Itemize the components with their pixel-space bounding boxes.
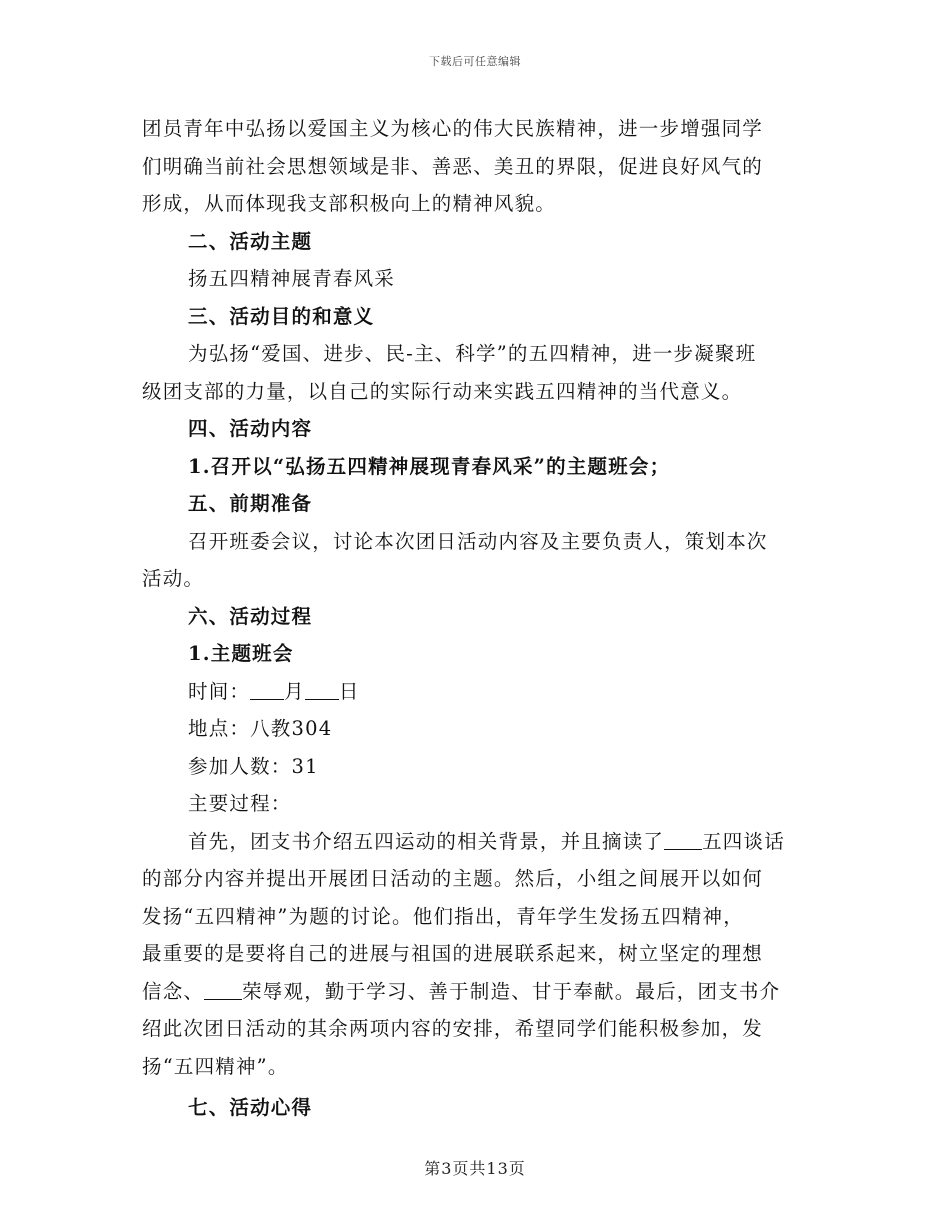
paragraph-line: 首先，团支书介绍五四运动的相关背景，并且摘读了 五四谈话	[142, 823, 810, 861]
section-heading-content: 四、活动内容	[188, 417, 313, 440]
paragraph-line: 发扬“五四精神”为题的讨论。他们指出，青年学生发扬五四精神，	[142, 904, 744, 928]
paragraph-line: 活动。	[142, 567, 205, 590]
theme-text: 扬五四精神展青春风采	[188, 267, 396, 290]
subsection-heading-class-meeting: 1.主题班会	[188, 642, 294, 665]
process-label: 主要过程：	[188, 792, 292, 815]
paragraph-line: 团员青年中弘扬以爱国主义为核心的伟大民族精神，进一步增强同学	[142, 117, 764, 140]
month-blank	[250, 677, 284, 700]
paragraph-line: 的部分内容并提出开展团日活动的主题。然后，小组之间展开以如何	[142, 867, 764, 890]
page-footer: 第3页共13页	[424, 1159, 526, 1178]
document-body	[142, 110, 810, 1127]
section-heading-process: 六、活动过程	[188, 604, 313, 628]
paragraph-line: 扬“五四精神”。	[142, 1054, 289, 1078]
paragraph-line: 最重要的是要将自己的进展与祖国的进展联系起来，树立坚定的理想	[142, 942, 764, 965]
section-heading-preparation: 五、前期准备	[188, 492, 313, 515]
attendance-line: 参加人数：31	[188, 754, 319, 778]
time-label: 时间：	[188, 679, 251, 703]
time-line	[142, 673, 810, 711]
section-heading-reflection: 七、活动心得	[188, 1096, 313, 1119]
page-header: 下载后可任意编辑	[429, 55, 521, 68]
place-line: 地点：八教304	[188, 717, 333, 740]
paragraph-line: 信念、 荣辱观，勤于学习、善于制造、甘于奉献。最后，团支书介	[142, 973, 810, 1011]
paragraph-line: 为弘扬“爱国、进步、民-主、科学”的五四精神，进一步凝聚班	[188, 342, 757, 365]
time-month: 月	[284, 679, 305, 703]
day-blank	[305, 677, 339, 700]
paragraph-line: 级团支部的力量，以自己的实际行动来实践五四精神的当代意义。	[142, 379, 743, 403]
paragraph-line: 召开班委会议，讨论本次团日活动内容及主要负责人，策划本次	[188, 529, 768, 553]
view-blank	[204, 977, 242, 1000]
paragraph-line: 形成，从而体现我支部积极向上的精神风貌。	[142, 192, 557, 215]
name-blank	[664, 827, 702, 850]
section-heading-purpose: 三、活动目的和意义	[188, 304, 375, 328]
paragraph-line: 们明确当前社会思想领域是非、善恶、美丑的界限，促进良好风气的	[142, 154, 764, 178]
paragraph-line: 绍此次团日活动的其余两项内容的安排，希望同学们能积极参加，发	[142, 1017, 764, 1040]
time-day: 日	[338, 679, 360, 703]
section-heading-theme: 二、活动主题	[188, 229, 313, 253]
content-item-1: 1.召开以“弘扬五四精神展现青春风采”的主题班会；	[188, 454, 671, 478]
